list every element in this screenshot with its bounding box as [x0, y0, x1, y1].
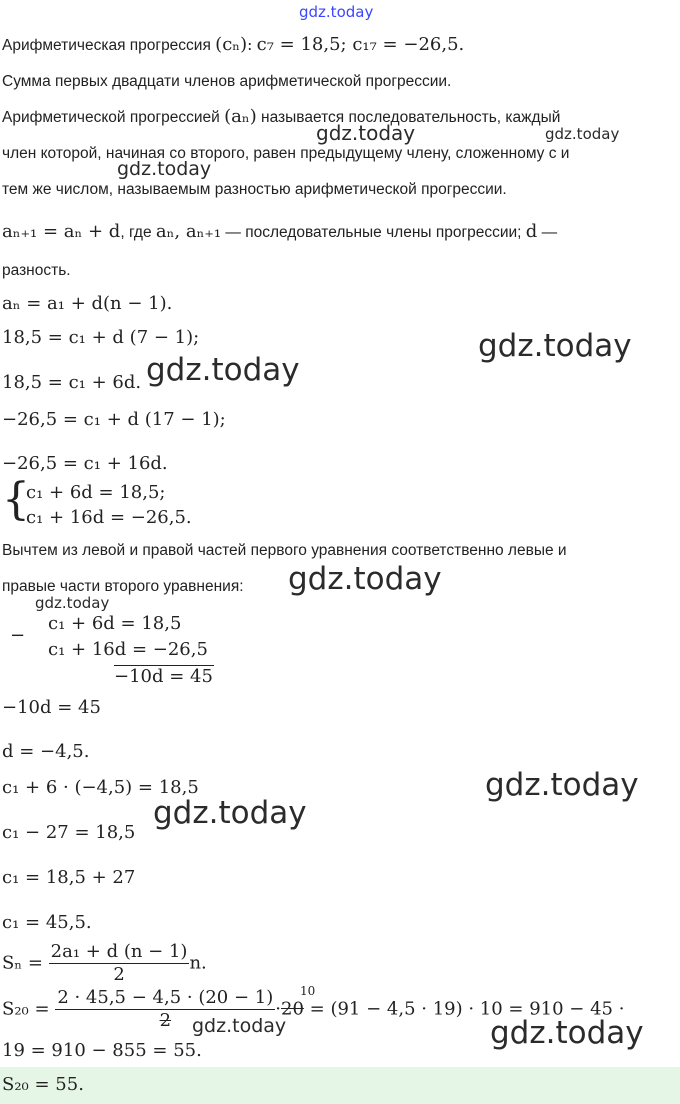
condition-line: Арифметическая прогрессия (cₙ): c₇ = 18,5; c₁₇ = −26,5.	[2, 34, 465, 55]
watermark: gdz.today	[192, 1015, 287, 1037]
definition-sequence: (aₙ)	[224, 106, 257, 127]
task-text: Сумма первых двадцати членов арифметической прогрессии.	[2, 73, 452, 90]
recurrence-text: — последовательные члены прогрессии;	[225, 224, 522, 241]
watermark: gdz.today	[478, 328, 632, 364]
sum-formula	[2, 941, 207, 986]
answer-text: S₂₀ = 55.	[2, 1074, 84, 1095]
column-result: −10d = 45	[114, 666, 213, 687]
sum-formula-fraction	[49, 941, 190, 986]
sum-formula-lhs: Sₙ =	[2, 952, 43, 974]
definition-line-3: тем же числом, называемым разностью арифметической прогрессии.	[2, 181, 507, 198]
subtract-text-1: Вычтем из левой и правой частей первого уравнения соответственно левые и	[2, 542, 567, 559]
watermark: gdz.today	[545, 125, 620, 143]
step-c1-simplified: c₁ − 27 = 18,5	[2, 822, 136, 843]
system-brace: {	[2, 474, 30, 525]
recurrence-terms: aₙ, aₙ₊₁	[155, 221, 222, 242]
step-c1-sum: c₁ = 18,5 + 27	[2, 867, 136, 888]
sum-formula-tail: n.	[189, 952, 207, 974]
s20-reduced-ten: 10	[300, 984, 316, 998]
subtract-text-2: правые части второго уравнения:	[2, 578, 244, 595]
s20-dot: ·	[275, 998, 281, 1020]
definition-line-1	[2, 107, 560, 128]
recurrence-line	[2, 222, 557, 243]
definition-text: называется последовательность, каждый	[261, 109, 561, 126]
condition-values: c₇ = 18,5; c₁₇ = −26,5.	[256, 34, 465, 55]
step-c1-substitute: c₁ + 6 · (−4,5) = 18,5	[2, 777, 199, 798]
watermark: gdz.today	[153, 795, 307, 831]
step-c7-expand: 18,5 = c₁ + d (7 − 1);	[2, 327, 200, 348]
definition-term: Арифметической прогрессией	[2, 109, 220, 126]
recurrence-text: , где	[120, 224, 152, 241]
watermark: gdz.today	[288, 561, 442, 597]
condition-label: Арифметическая прогрессия	[2, 37, 211, 54]
watermark: gdz.today	[490, 1015, 644, 1051]
step-c1-value: c₁ = 45,5.	[2, 912, 92, 933]
sum-formula-denominator: 2	[113, 964, 125, 985]
column-minus-sign: −	[10, 625, 26, 646]
s20-line-2: 19 = 910 − 855 = 55.	[2, 1040, 202, 1061]
column-row-1: c₁ + 6d = 18,5	[48, 613, 182, 634]
step-c17-simplified: −26,5 = c₁ + 16d.	[2, 453, 168, 474]
condition-sequence: (cₙ)	[215, 34, 248, 55]
watermark: gdz.today	[117, 158, 212, 180]
step-general-formula: aₙ = a₁ + d(n − 1).	[2, 293, 173, 314]
recurrence-line-2: разность.	[2, 262, 71, 279]
recurrence-d: d	[525, 221, 538, 242]
sum-formula-numerator: 2a₁ + d (n − 1)	[50, 941, 188, 962]
definition-line-2: член которой, начиная со второго, равен предыдущему члену, сложенному с и	[2, 145, 570, 162]
s20-rhs: = (91 − 4,5 · 19) · 10 = 910 − 45 ·	[309, 998, 625, 1020]
step-d-value: d = −4,5.	[2, 741, 90, 762]
column-row-2: c₁ + 16d = −26,5	[48, 639, 208, 660]
step-d-equation: −10d = 45	[2, 697, 101, 718]
recurrence-dash: —	[541, 224, 558, 241]
answer-box	[0, 1067, 680, 1104]
step-c17-expand: −26,5 = c₁ + d (17 − 1);	[2, 409, 226, 430]
s20-denominator: 2	[159, 1010, 172, 1031]
watermark: gdz.today	[485, 767, 639, 803]
system-equation-1: c₁ + 6d = 18,5;	[26, 482, 166, 503]
step-c7-simplified: 18,5 = c₁ + 6d.	[2, 372, 142, 393]
watermark-top: gdz.today	[299, 3, 374, 21]
watermark: gdz.today	[316, 121, 416, 145]
s20-lhs: S₂₀ =	[2, 998, 50, 1020]
recurrence-formula: aₙ₊₁ = aₙ + d	[2, 221, 121, 242]
watermark: gdz.today	[146, 352, 300, 388]
s20-numerator: 2 · 45,5 − 4,5 · (20 − 1)	[57, 987, 274, 1008]
watermark: gdz.today	[35, 594, 110, 612]
s20-twenty: 20	[281, 998, 304, 1020]
system-equation-2: c₁ + 16d = −26,5.	[26, 507, 192, 528]
